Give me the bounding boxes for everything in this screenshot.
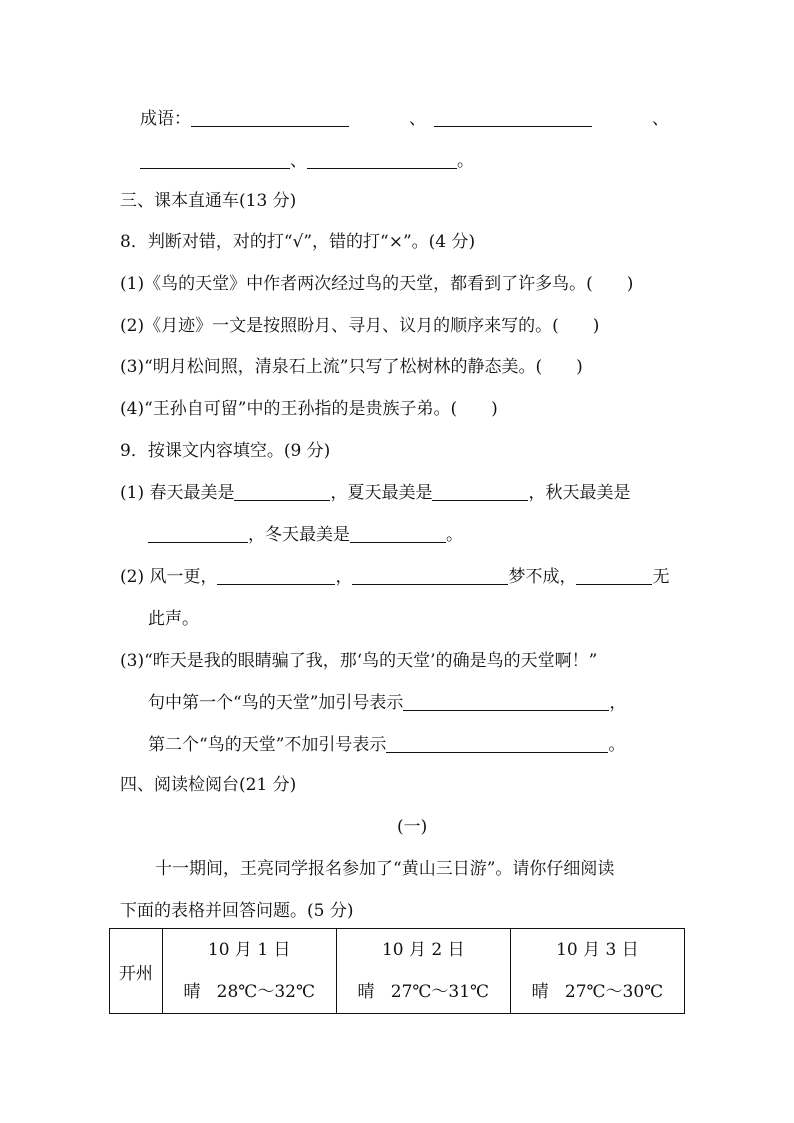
q8-item-4 — [120, 398, 498, 420]
fill-blank — [403, 694, 609, 711]
weather-condition: 晴 — [357, 982, 375, 1002]
q9-text: ， — [609, 693, 627, 713]
idioms-line-2 — [140, 150, 474, 172]
fill-blank — [148, 526, 248, 543]
q8-item-close: ) — [592, 316, 600, 336]
place-cell: 开州 — [110, 929, 163, 1014]
q9-text: (2) 风一更， — [120, 567, 218, 587]
fill-blank — [386, 736, 608, 753]
fill-blank — [352, 568, 508, 585]
q9-part-2-line-2: 此声。 — [148, 609, 199, 629]
passage-heading: (一) — [397, 817, 428, 837]
q9-part-3-line-1: (3)“昨天是我的眼睛骗了我，那‘鸟的天堂’的确是鸟的天堂啊！” — [120, 651, 598, 671]
passage-intro-line-1: 十一期间，王亮同学报名参加了“黄山三日游”。请你仔细阅读 — [155, 859, 615, 879]
q9-text: ，冬天最美是 — [248, 525, 350, 545]
weather-line — [337, 971, 510, 1013]
temperature-range: 27℃～30℃ — [564, 982, 664, 1002]
q8-item-text: (1)《鸟的天堂》中作者两次经过鸟的天堂，都看到了许多鸟。( — [120, 274, 593, 294]
idioms-label: 成语： — [140, 109, 191, 129]
q8-item-close: ) — [491, 399, 498, 419]
fill-blank — [217, 568, 335, 585]
weather-condition: 晴 — [531, 982, 549, 1002]
q9-part-1-line-1 — [120, 482, 630, 504]
fill-blank — [432, 484, 528, 501]
day-cell — [336, 929, 510, 1014]
section-3-title: 三、课本直通车(13 分) — [120, 191, 297, 211]
weather-line — [511, 971, 684, 1013]
idiom-end: 。 — [457, 151, 474, 171]
q9-part-2-line-1 — [120, 566, 669, 588]
question-8-title: 8．判断对错，对的打“√”，错的打“×”。(4 分) — [120, 232, 476, 252]
idiom-separator: 、 — [409, 109, 426, 129]
idioms-line-1 — [140, 108, 669, 130]
q9-text: 梦不成， — [508, 567, 577, 587]
day-cell — [162, 929, 336, 1014]
idiom-separator: 、 — [652, 109, 669, 129]
idiom-blank-4 — [307, 152, 457, 169]
question-9-title: 9．按课文内容填空。(9 分) — [120, 441, 331, 461]
q9-part-1-line-2 — [148, 524, 463, 546]
q8-item-text: (3)“明月松间照，清泉石上流”只写了松树林的静态美。( — [120, 357, 543, 377]
q8-item-close: ) — [626, 274, 634, 294]
q9-part-3-line-2 — [148, 692, 626, 714]
q8-item-3 — [120, 356, 583, 378]
weather-line — [163, 971, 336, 1013]
table-row — [110, 929, 685, 1014]
q9-text: 句中第一个“鸟的天堂”加引号表示 — [148, 693, 404, 713]
temperature-range: 28℃～32℃ — [216, 982, 315, 1002]
q9-text: ，秋天最美是 — [528, 483, 631, 503]
q9-text: ， — [335, 567, 353, 587]
fill-blank — [350, 526, 446, 543]
q9-text: ，夏天最美是 — [330, 483, 433, 503]
q9-text: (1) 春天最美是 — [120, 483, 235, 503]
passage-intro-line-2: 下面的表格并回答问题。(5 分) — [120, 901, 354, 921]
q9-text: 。 — [608, 735, 626, 755]
idiom-blank-1 — [191, 110, 349, 127]
date-label: 10 月 2 日 — [381, 940, 465, 960]
temperature-range: 27℃～31℃ — [390, 982, 490, 1002]
fill-blank — [576, 568, 652, 585]
section-4-title: 四、阅读检阅台(21 分) — [120, 775, 297, 795]
weather-condition: 晴 — [183, 982, 201, 1002]
fill-blank — [234, 484, 330, 501]
q9-text: 无 — [652, 567, 670, 587]
q9-text: 。 — [446, 525, 463, 545]
date-label: 10 月 1 日 — [207, 940, 291, 960]
date-label: 10 月 3 日 — [556, 940, 639, 960]
day-cell — [510, 929, 684, 1014]
idiom-blank-2 — [434, 110, 592, 127]
q8-item-1 — [120, 273, 633, 295]
idiom-blank-3 — [140, 152, 290, 169]
q8-item-close: ) — [576, 357, 583, 377]
q9-part-3-line-3 — [148, 734, 625, 756]
q8-item-text: (4)“王孙自可留”中的王孙指的是贵族子弟。( — [120, 399, 458, 419]
q8-item-2 — [120, 315, 599, 337]
weather-table — [109, 928, 685, 1014]
q9-text: 第二个“鸟的天堂”不加引号表示 — [148, 735, 387, 755]
q8-item-text: (2)《月迹》一文是按照盼月、寻月、议月的顺序来写的。( — [120, 316, 559, 336]
idiom-separator: 、 — [290, 151, 307, 171]
